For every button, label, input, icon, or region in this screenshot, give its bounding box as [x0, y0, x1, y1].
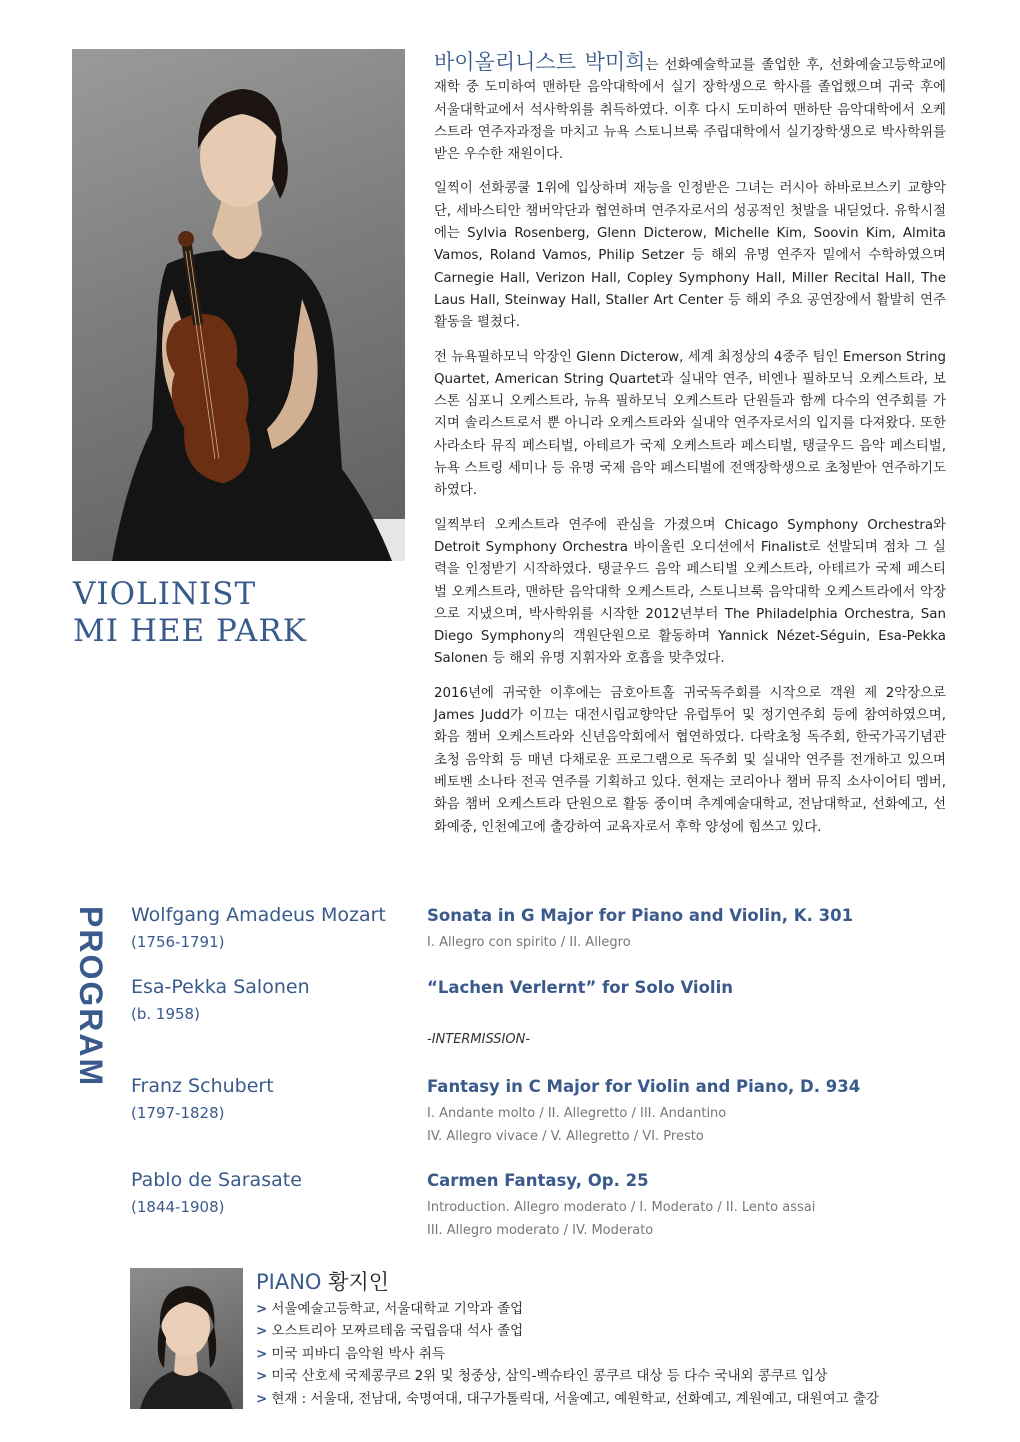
work-title: “Lachen Verlernt” for Solo Violin — [427, 978, 733, 997]
list-item — [256, 1388, 879, 1410]
work-movements: IV. Allegro vivace / V. Allegretto / VI. Presto — [427, 1129, 704, 1144]
composer-years: (1844-1908) — [131, 1198, 225, 1216]
bullet-chevron-icon: > — [256, 1301, 268, 1317]
credential-text: 미국 피바디 음악원 박사 취득 — [271, 1345, 445, 1362]
violinist-biography — [434, 51, 946, 851]
violinist-photo — [72, 49, 405, 561]
work-movements: I. Allegro con spirito / II. Allegro — [427, 935, 631, 950]
composer-name: Esa-Pekka Salonen — [131, 976, 310, 998]
composer-name: Pablo de Sarasate — [131, 1169, 302, 1191]
violinist-name-title — [73, 576, 307, 650]
bio-paragraph-2: 일찍이 선화콩쿨 1위에 입상하며 재능을 인정받은 그녀는 러시아 하바로브스키 교향악단, 세바스티안 챔버악단과 협연하며 연주자로서의 성공적인 첫발을 내딛었다. 유학시절에는 Sylvia Rosenberg, Glenn Dicterow, Michelle Kim, Soovin Kim, Almita Vamos, Roland Vamos, Philip Setzer 등 해외 유명 연주자 밑에서 수학하였으며 Carnegie Hall, Verizon Hall, Copley Symphony Hall, Miller Recital Hall, The Laus Hall, Steinway Hall, Staller Art Center 등 해외 주요 공연장에서 활발히 연주활동을 펼쳤다. — [434, 181, 946, 331]
bio-lead-name: 바이올리니스트 박미희 — [434, 50, 646, 74]
bullet-chevron-icon: > — [256, 1345, 268, 1362]
work-title: Carmen Fantasy, Op. 25 — [427, 1171, 649, 1190]
credential-text: 서울예술고등학교, 서울대학교 기악과 졸업 — [271, 1301, 524, 1317]
composer-name: Franz Schubert — [131, 1075, 274, 1097]
title-line-2: MI HEE PARK — [73, 613, 307, 649]
bio-paragraph-3: 전 뉴욕필하모닉 악장인 Glenn Dicterow, 세계 최정상의 4중주 팀인 Emerson String Quartet, American String Quartet과 실내악 연주, 비엔나 필하모닉 오케스트라, 보스톤 심포니 오케스트라, 뉴욕 필하모닉 오케스트라 단원들과 함께 다수의 연주회를 가지며 솔리스트로서 뿐 아니라 오케스트라와 실내악 연주자로서의 입지를 다져왔다. 또한 사라소타 뮤직 페스티벌, 아테르가 국제 오케스트라 페스티벌, 탱글우드 음악 페스티벌, 뉴욕 스트링 세미나 등 유명 국제 음악 페스티벌에 전액장학생으로 초청받아 연주하기도 하였다. — [434, 349, 946, 499]
composer-years: (b. 1958) — [131, 1005, 200, 1023]
work-movements: III. Allegro moderato / IV. Moderato — [427, 1223, 654, 1238]
pianist-credentials — [256, 1298, 879, 1410]
work-title: Fantasy in C Major for Violin and Piano, D. 934 — [427, 1077, 861, 1096]
list-item — [256, 1320, 879, 1342]
bio-paragraph-5: 2016년에 귀국한 이후에는 금호아트홀 귀국독주회를 시작으로 객원 제 2악장으로 James Judd가 이끄는 대전시립교향악단 유럽투어 및 정기연주회 등에 참여하였으며, 화음 챔버 오케스트라와 신년음악회에서 협연하였다. 다락초청 독주회, 한국가곡기념관 초청 음악회 등 매년 다채로운 프로그램으로 독주회 및 실내악 연주를 전개하고 있으며 베토벤 소나타 전곡 연주를 기획하고 있다. 현재는 코리아나 챔버 뮤직 소사이어티 멤버, 화음 챔버 오케스트라 단원으로 활동 중이며 추계예술대학교, 전남대학교, 선화예고, 선화예중, 인천예고에 출강하여 교육자로서 후학 양성에 힘쓰고 있다. — [434, 685, 946, 835]
work-movements: Introduction. Allegro moderato / I. Moderato / II. Lento assai — [427, 1200, 816, 1215]
title-line-1: VIOLINIST — [73, 576, 257, 612]
work-movements: I. Andante molto / II. Allegretto / III. Andantino — [427, 1106, 727, 1121]
composer-years: (1756-1791) — [131, 933, 225, 951]
list-item — [256, 1343, 879, 1365]
credential-text: 현재 : 서울대, 전남대, 숙명여대, 대구가톨릭대, 서울예고, 예원학교, 선화예고, 계원예고, 대원여고 출강 — [271, 1390, 880, 1407]
intermission-label: -INTERMISSION- — [427, 1032, 531, 1047]
list-item — [256, 1365, 879, 1387]
credential-text: 미국 산호세 국제콩쿠르 2위 및 청중상, 삼익-벡슈타인 콩쿠르 대상 등 다수 국내외 콩쿠르 입상 — [271, 1368, 828, 1385]
program-heading-text: PROGRAM — [73, 906, 109, 1088]
pianist-photo — [130, 1268, 243, 1409]
list-item — [256, 1298, 879, 1320]
bio-paragraph-1 — [434, 51, 946, 166]
composer-name: Wolfgang Amadeus Mozart — [131, 904, 386, 926]
pianist-role: PIANO — [256, 1270, 322, 1294]
bullet-chevron-icon: > — [256, 1390, 268, 1407]
work-title: Sonata in G Major for Piano and Violin, K. 301 — [427, 906, 854, 925]
bullet-chevron-icon: > — [256, 1368, 268, 1385]
program-heading — [73, 906, 109, 1088]
bullet-chevron-icon: > — [256, 1323, 268, 1340]
pianist-name: 황지인 — [328, 1270, 390, 1294]
bio-paragraph-1-text: 는 선화예술학교를 졸업한 후, 선화예술고등학교에 재학 중 도미하여 맨하탄 음악대학에서 실기 장학생으로 학사를 졸업했으며 귀국 후에 서울대학교에서 석사학위를 취득하였다. 이후 다시 도미하여 맨하탄 음악대학에서 오케스트라 연주자과정을 마치고 뉴욕 스토니브룩 주립대학에서 실기장학생으로 박사학위를 받은 우수한 재원이다. — [434, 58, 946, 163]
composer-years: (1797-1828) — [131, 1104, 225, 1122]
violinist-portrait-illustration — [72, 49, 405, 561]
bio-paragraph-4: 일찍부터 오케스트라 연주에 관심을 가졌으며 Chicago Symphony Orchestra와 Detroit Symphony Orchestra 바이올린 오디션에서 Finalist로 선발되며 점차 그 실력을 인정받기 시작하였다. 탱글우드 음악 페스티벌 오케스트라, 아테르가 국제 페스티벌 오케스트라, 맨하탄 음악대학 오케스트라, 스토니브룩 음악대학 오케스트라에서 악장으로 지냈으며, 박사학위를 시작한 2012년부터 The Philadelphia Orchestra, San Diego Symphony의 객원단원으로 활동하며 Yannick Nézet-Séguin, Esa-Pekka Salonen 등 해외 유명 지휘자와 호흡을 맞추었다. — [434, 517, 946, 667]
pianist-heading — [256, 1266, 389, 1296]
credential-text: 오스트리아 모짜르테움 국립음대 석사 졸업 — [271, 1323, 524, 1340]
pianist-portrait-illustration — [130, 1268, 243, 1409]
